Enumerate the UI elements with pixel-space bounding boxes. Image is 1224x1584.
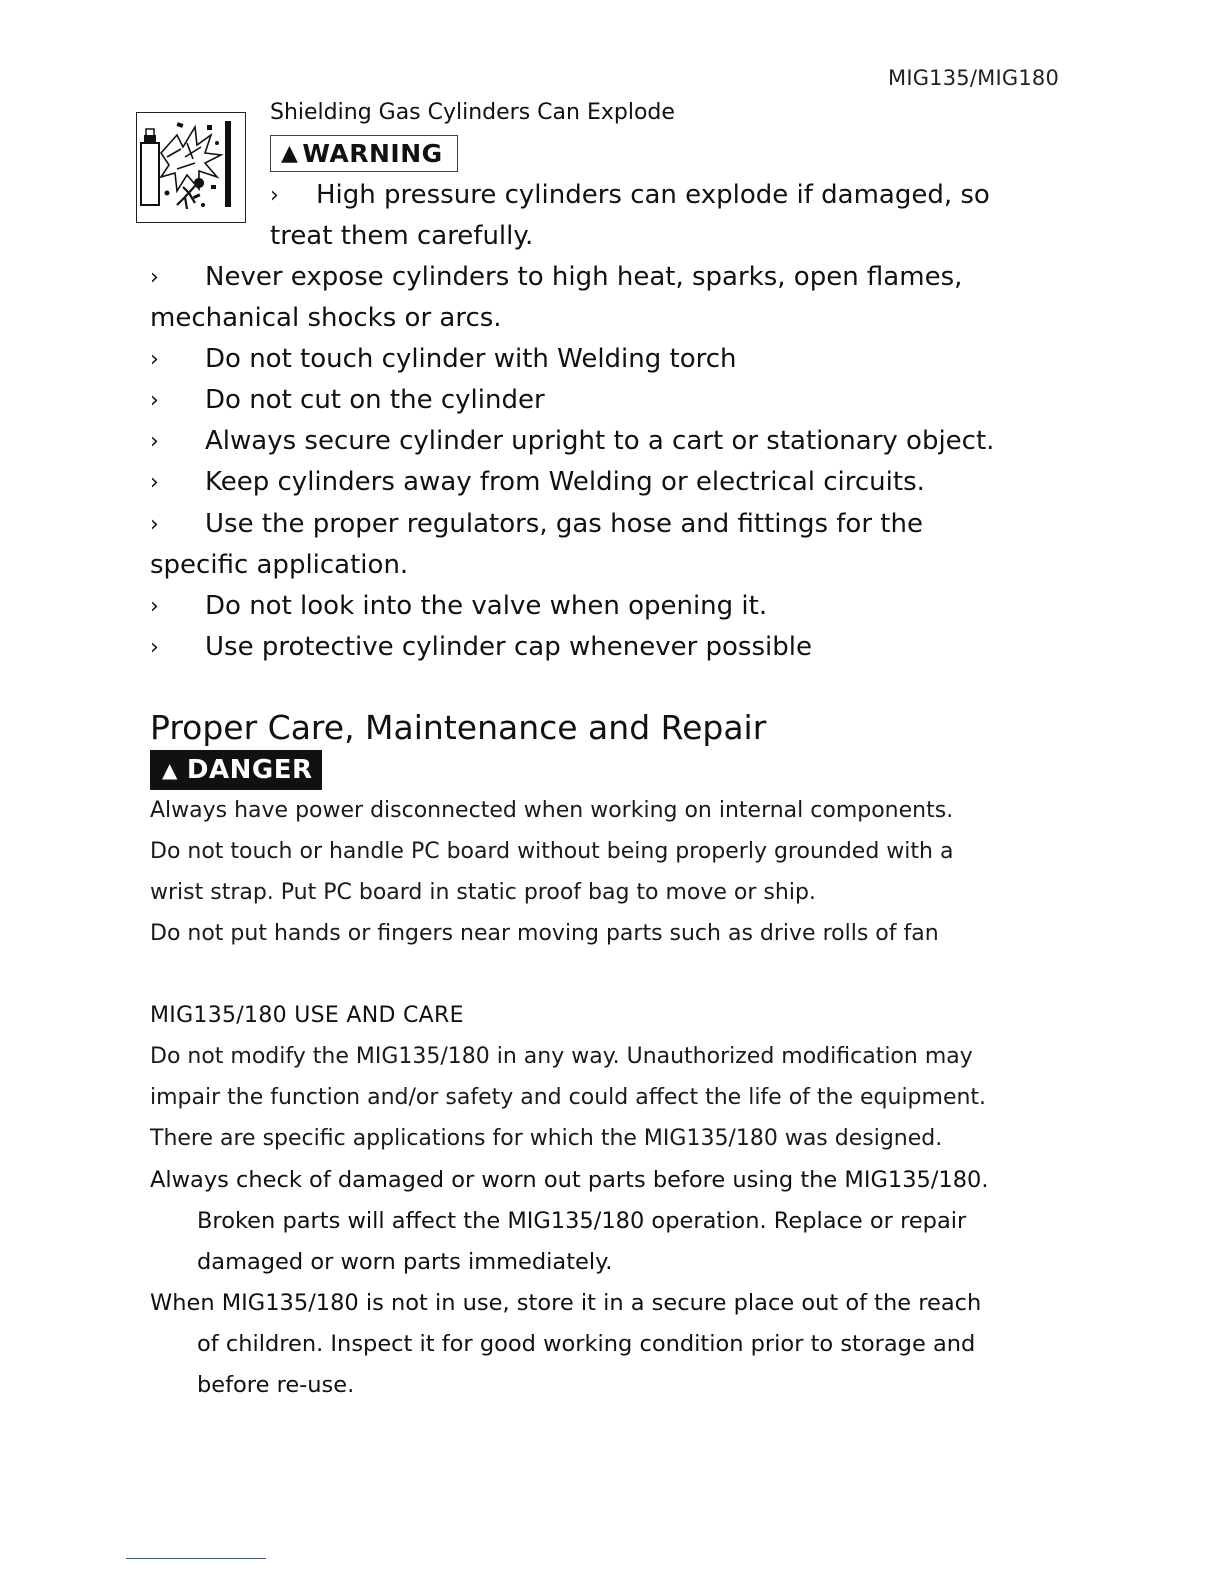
bullet-marker-icon: › — [150, 347, 159, 372]
bullet-item: Do not cut on the cylinder — [205, 385, 545, 415]
check-parts-line: Always check of damaged or worn out parts before using the MIG135/180. — [150, 1167, 989, 1193]
storage-line: of children. Inspect it for good working condition prior to storage and — [197, 1331, 976, 1357]
storage-line: When MIG135/180 is not in use, store it in a secure place out of the reach — [150, 1290, 982, 1316]
bullet-marker-icon: › — [150, 265, 159, 290]
warning-badge — [270, 135, 458, 172]
use-care-text-line: Do not modify the MIG135/180 in any way. Unauthorized modification may — [150, 1044, 973, 1069]
check-parts-line: damaged or worn parts immediately. — [197, 1249, 613, 1275]
bullet-marker-icon: › — [270, 183, 279, 208]
use-care-text-line: There are specific applications for which the MIG135/180 was designed. — [150, 1126, 943, 1151]
care-section-heading: Proper Care, Maintenance and Repair — [150, 708, 767, 747]
bullet-marker-icon: › — [150, 635, 159, 660]
bullet-item-continuation: treat them carefully. — [270, 221, 534, 251]
care-text-line: wrist strap. Put PC board in static proof bag to move or ship. — [150, 880, 816, 905]
use-care-heading: MIG135/180 USE AND CARE — [150, 1003, 464, 1028]
bullet-item: Use the proper regulators, gas hose and fittings for the — [205, 509, 923, 539]
bullet-marker-icon: › — [150, 388, 159, 413]
bullet-marker-icon: › — [150, 512, 159, 537]
bullet-item: Never expose cylinders to high heat, sparks, open flames, — [205, 262, 963, 292]
danger-triangle-icon: ▲ — [162, 758, 178, 782]
danger-badge — [150, 750, 322, 790]
bullet-item: Keep cylinders away from Welding or electrical circuits. — [205, 467, 925, 497]
gas-section-title: Shielding Gas Cylinders Can Explode — [270, 100, 675, 125]
bullet-marker-icon: › — [150, 429, 159, 454]
bullet-item: Use protective cylinder cap whenever possible — [205, 632, 812, 662]
bullet-item: Do not touch cylinder with Welding torch — [205, 344, 737, 374]
warning-badge-label: WARNING — [302, 139, 443, 168]
use-care-text-line: impair the function and/or safety and could affect the life of the equipment. — [150, 1085, 987, 1110]
footnote-divider — [126, 1558, 266, 1559]
check-parts-line: Broken parts will affect the MIG135/180 operation. Replace or repair — [197, 1208, 967, 1234]
bullet-item-continuation: specific application. — [150, 550, 409, 580]
exploding-cylinder-icon — [136, 112, 246, 223]
bullet-item-continuation: mechanical shocks or arcs. — [150, 303, 502, 333]
bullet-item: High pressure cylinders can explode if damaged, so — [316, 180, 990, 210]
bullet-item: Always secure cylinder upright to a cart or stationary object. — [205, 426, 995, 456]
bullet-marker-icon: › — [150, 594, 159, 619]
bullet-item: Do not look into the valve when opening it. — [205, 591, 768, 621]
danger-badge-label: DANGER — [186, 755, 313, 785]
bullet-marker-icon: › — [150, 470, 159, 495]
page-header-model: MIG135/MIG180 — [888, 66, 1060, 90]
care-text-line: Always have power disconnected when working on internal components. — [150, 798, 954, 823]
care-text-line: Do not put hands or fingers near moving parts such as drive rolls of fan — [150, 921, 939, 946]
care-text-line: Do not touch or handle PC board without being properly grounded with a — [150, 839, 954, 864]
warning-triangle-icon: ▲ — [281, 141, 299, 166]
storage-line: before re-use. — [197, 1372, 355, 1398]
